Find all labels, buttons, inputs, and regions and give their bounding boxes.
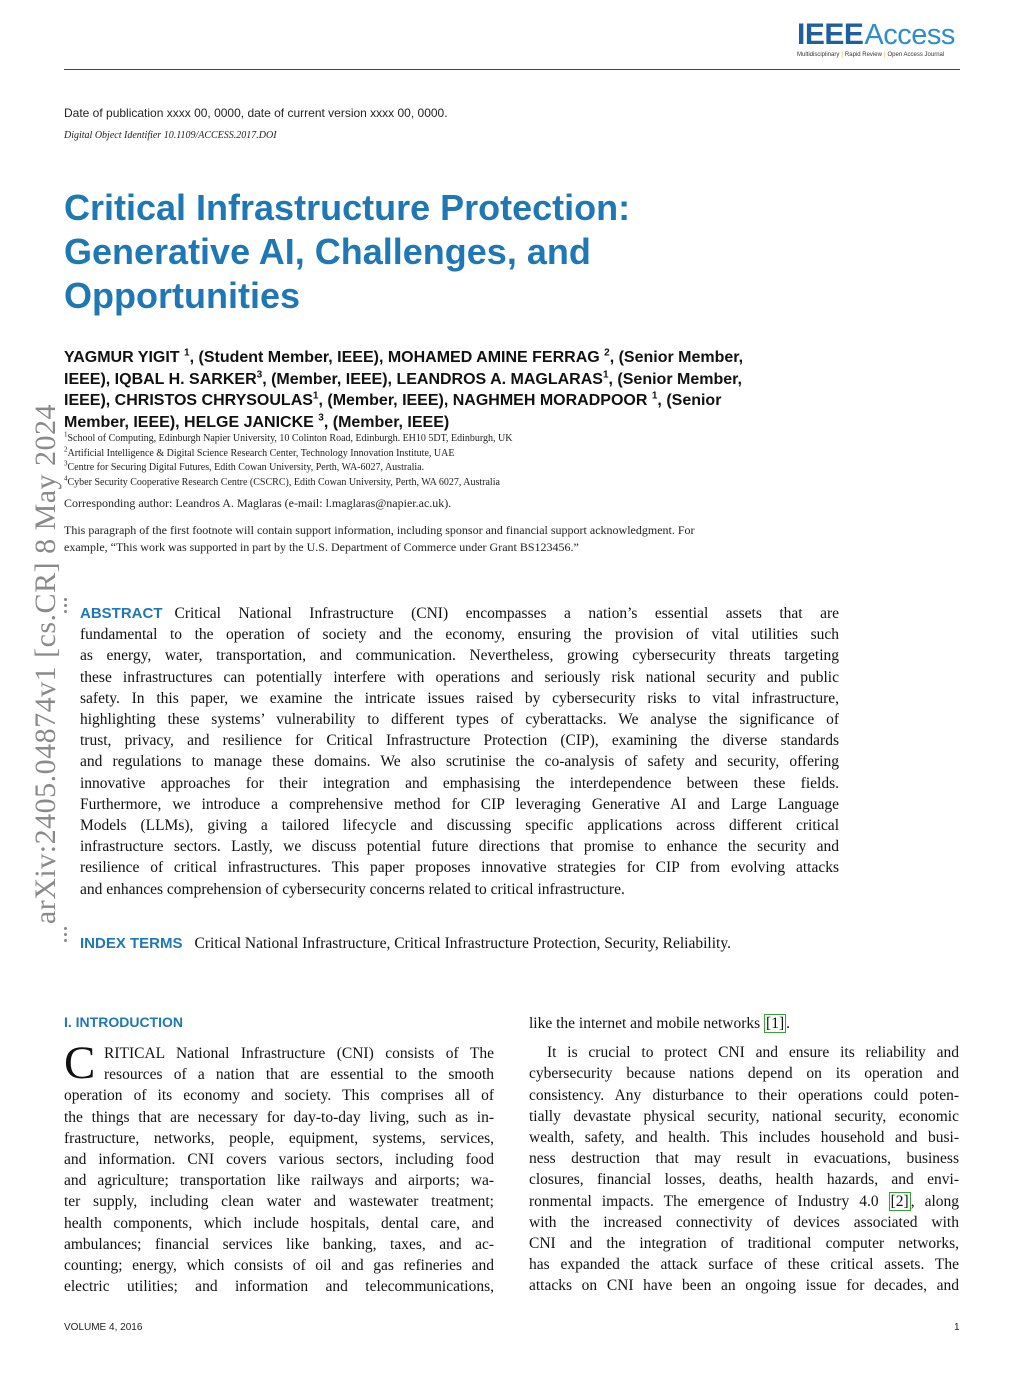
body-line: It is crucial to protect CNI and ensure its reliability and <box>547 1044 959 1062</box>
citation-link[interactable]: [1] <box>766 1015 785 1032</box>
abstract-line: innovative approaches for their integration and emphasising the interdependence between these fields. <box>80 774 839 792</box>
abstract-line: Furthermore, we introduce a comprehensive method for CIP leveraging Generative AI and Large Language <box>80 795 839 813</box>
ieee-access-logo <box>797 20 959 68</box>
author-line: Member, IEEE), HELGE JANICKE $^3$, (Member, IEEE) <box>64 412 450 431</box>
index-terms-label: INDEX TERMS <box>80 935 183 952</box>
author-line: YAGMUR YIGIT $^1$, (Student Member, IEEE), MOHAMED AMINE FERRAG $^2$, (Senior Member, <box>64 347 744 366</box>
body-line: and agriculture; transportation like railways and airports; wa- <box>64 1172 494 1190</box>
body-line: CNI and the integration of traditional computer networks, <box>529 1235 959 1253</box>
body-line: cybersecurity because nations depend on its operation and <box>529 1065 959 1083</box>
abstract-label: ABSTRACT <box>80 605 163 622</box>
corresponding-author: Corresponding author: Leandros A. Maglaras (e-mail: l.maglaras@napier.ac.uk). <box>64 496 452 510</box>
body-line: ter supply, including clean water and wastewater treatment; <box>64 1193 494 1211</box>
author-line: IEEE), IQBAL H. SARKER$^3$, (Member, IEEE), LEANDROS A. MAGLARAS$^1$, (Senior Member, <box>64 369 742 388</box>
title-line: Generative AI, Challenges, and <box>64 231 591 272</box>
body-line: operation of its economy and society. This comprises all of <box>64 1087 494 1105</box>
body-line: and information. CNI covers various sectors, including food <box>64 1151 494 1169</box>
affiliations <box>64 432 512 490</box>
affiliation: $^3$Centre for Securing Digital Futures, Edith Cowan University, Perth, WA-6027, Australia. <box>64 459 425 473</box>
title-line: Opportunities <box>64 275 300 316</box>
abstract-line: fundamental to the operation of society and the economy, ensuring the provision of vital utilities such <box>80 626 839 644</box>
abstract-line: safety. In this paper, we examine the intricate issues raised by cybersecurity risks to vital infrastructure, <box>80 689 839 707</box>
index-dots <box>64 927 68 945</box>
index-terms-text: Critical National Infrastructure, Critical Infrastructure Protection, Security, Reliability. <box>194 935 731 952</box>
publication-date: Date of publication xxxx 00, 0000, date of current version xxxx 00, 0000. <box>64 106 448 120</box>
affiliation: $^2$Artificial Intelligence & Digital Science Research Center, Technology Innovation Institute, UAE <box>64 445 455 459</box>
body-line: closures, financial losses, deaths, health hazards, and envi- <box>529 1171 959 1189</box>
logo-ieee-text: IEEE <box>797 18 864 51</box>
abstract-line: trust, privacy, and resilience for Critical Infrastructure Protection (CIP), examining the diverse standards <box>80 732 839 750</box>
author-list <box>64 347 844 433</box>
body-line: like the internet and mobile networks [1] . <box>529 1015 790 1032</box>
abstract-line: highlighting these systems’ vulnerability to different types of cyberattacks. We analyse the significance of <box>80 711 839 729</box>
abstract-line: and enhances comprehension of cybersecurity concerns related to critical infrastructure. <box>80 880 625 898</box>
index-terms <box>80 935 731 953</box>
doi: Digital Object Identifier 10.1109/ACCESS.2017.DOI <box>64 130 277 141</box>
body-line: electric utilities; and information and telecommunications, <box>64 1278 494 1296</box>
right-column <box>529 1013 959 1297</box>
abstract-line: Models (LLMs), giving a tailored lifecycle and discussing specific applications across different critical <box>80 817 839 835</box>
page-number: 1 <box>954 1322 960 1333</box>
body-line: ambulances; financial services like banking, taxes, and ac- <box>64 1235 494 1253</box>
body-line: consistency. Any disturbance to their operations could poten- <box>529 1086 959 1104</box>
title-line: Critical Infrastructure Protection: <box>64 187 631 228</box>
abstract <box>80 603 839 900</box>
body-line: health components, which include hospitals, dental care, and <box>64 1214 494 1232</box>
body-line: ronmental impacts. The emergence of Industry 4.0 [2] , along <box>529 1192 960 1210</box>
arxiv-stamp: arXiv:2405.04874v1 [cs.CR] 8 May 2024 <box>29 403 62 925</box>
body-line: frastructure, networks, people, equipment, systems, services, <box>64 1129 494 1147</box>
body-line: with the increased connectivity of devices associated with <box>529 1213 959 1231</box>
paper-title <box>64 186 824 318</box>
abstract-dots <box>64 598 68 616</box>
body-line: wealth, safety, and health. This includes household and busi- <box>529 1129 959 1147</box>
footnote: This paragraph of the first footnote will contain support information, including sponsor and financial support acknowledgment. For example, “This work was supported in part by the U.S. Department of Commerce under Grant BS123456.” <box>64 523 695 554</box>
drop-cap: C <box>64 1037 96 1089</box>
section-heading: I. INTRODUCTION <box>64 1014 183 1030</box>
logo-access-text: Access <box>864 19 955 51</box>
abstract-line: resilience of critical infrastructures. This paper proposes innovative strategies for CIP from evolving attacks <box>80 859 839 877</box>
abstract-line: these infrastructures can potentially interfere with operations and seriously risk national security and public <box>80 668 839 686</box>
abstract-line: infrastructure sectors. Lastly, we discuss potential future directions that promise to enhance the security and <box>80 838 839 856</box>
abstract-line: as energy, water, transportation, and communication. Nevertheless, growing cybersecurity threats targeting <box>80 647 839 665</box>
abstract-line: and regulations to manage these domains. We also scrutinise the co-analysis of safety and security, offering <box>80 753 839 771</box>
body-line: attacks on CNI have been an ongoing issue for decades, and <box>529 1277 959 1295</box>
body-line: tially devastate physical security, national security, economic <box>529 1107 959 1125</box>
logo-tagline: Multidisciplinary | Rapid Review | Open Access Journal <box>797 52 945 58</box>
body-line: the things that are necessary for day-to-day living, such as in- <box>64 1108 494 1126</box>
body-line: counting; energy, which consists of oil and gas refineries and <box>64 1257 494 1275</box>
left-column <box>64 1037 494 1297</box>
header-rule <box>64 69 960 70</box>
body-line: resources of a nation that are essential to the smooth <box>104 1066 494 1084</box>
affiliation: $^1$School of Computing, Edinburgh Napier University, 10 Colinton Road, Edinburgh. EH10 5DT, Edinburgh, UK <box>64 430 513 444</box>
volume-footer: VOLUME 4, 2016 <box>64 1322 143 1333</box>
body-line: has expanded the attack surface of these critical assets. The <box>529 1256 959 1274</box>
body-line: ness destruction that may result in evacuations, business <box>529 1150 959 1168</box>
body-line: RITICAL National Infrastructure (CNI) consists of The <box>104 1045 494 1062</box>
author-line: IEEE), CHRISTOS CHRYSOULAS$^1$, (Member, IEEE), NAGHMEH MORADPOOR $^1$, (Senior <box>64 390 722 409</box>
affiliation: $^4$Cyber Security Cooperative Research Centre (CSCRC), Edith Cowan University, Perth, WA 6027, Australia <box>64 474 500 488</box>
citation-link[interactable]: [2] <box>890 1192 909 1210</box>
abstract-line: ABSTRACT Critical National Infrastructure (CNI) encompasses a nation’s essential assets that are <box>80 605 839 622</box>
